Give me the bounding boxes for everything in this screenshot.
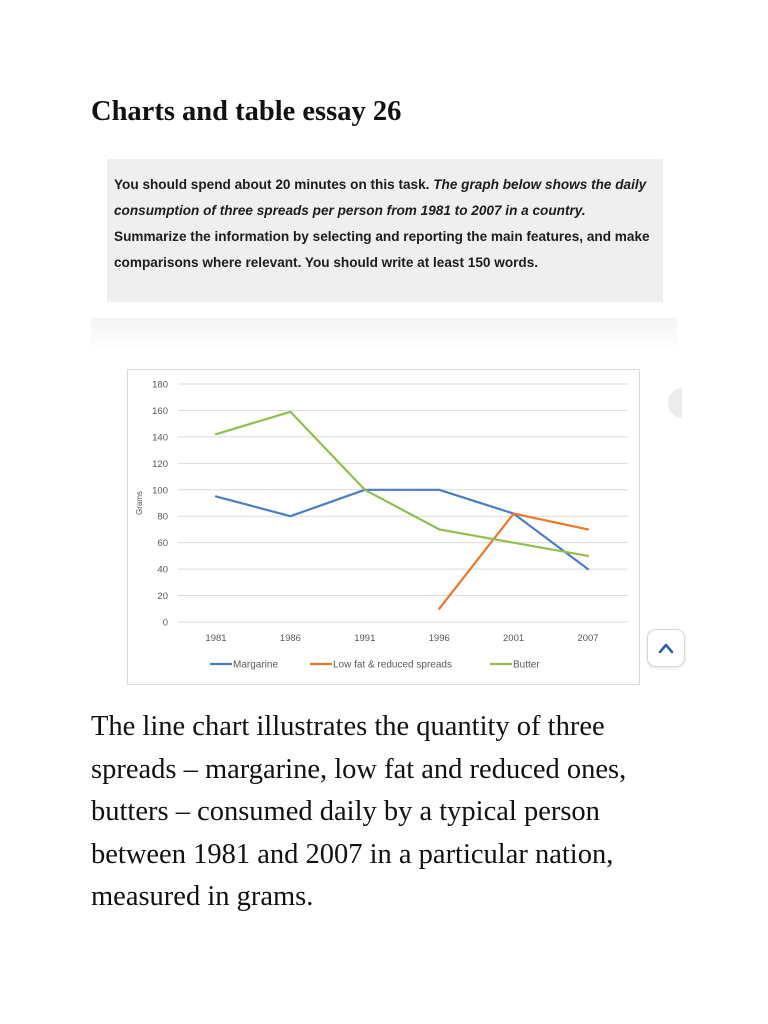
task-emphasis-text: The graph below shows the daily consumption of three spreads per person from 1981 to 2007 in a country.	[114, 177, 647, 218]
side-scroll-handle[interactable]	[668, 388, 682, 418]
task-prompt-box	[107, 159, 663, 302]
scroll-to-top-button[interactable]	[647, 629, 685, 667]
chevron-up-icon	[658, 642, 674, 654]
y-tick-label: 180	[152, 379, 168, 391]
series-line-low-fat-reduced-spreads	[439, 514, 588, 609]
y-tick-label: 0	[162, 617, 168, 629]
y-tick-label: 160	[152, 405, 168, 417]
series-line-butter	[216, 412, 588, 556]
line-chart-frame	[127, 369, 640, 685]
y-tick-label: 140	[152, 432, 168, 444]
legend-label: Low fat & reduced spreads	[333, 659, 452, 671]
x-tick-label: 2007	[577, 633, 599, 644]
task-intro-text: You should spend about 20 minutes on this task.	[114, 177, 434, 192]
x-tick-label: 1996	[428, 633, 450, 644]
line-chart	[128, 370, 639, 684]
y-tick-label: 40	[157, 564, 168, 576]
y-tick-label: 120	[152, 458, 168, 470]
y-axis-label: Grams	[135, 491, 144, 515]
y-tick-label: 100	[152, 485, 168, 497]
y-tick-label: 60	[157, 538, 168, 550]
legend-label: Margarine	[233, 659, 279, 671]
task-instructions-text: Summarize the information by selecting and reporting the main features, and make comparisons where relevant. You should write at least 150 words.	[114, 229, 650, 270]
x-tick-label: 2001	[503, 633, 525, 644]
x-tick-label: 1981	[205, 633, 227, 644]
legend-label: Butter	[513, 659, 540, 671]
essay-paragraph: The line chart illustrates the quantity of three spreads – margarine, low fat and reduced ones, butters – consumed daily by a typical person between 1981 and 2007 in a particular nation, measured in grams.	[91, 711, 627, 912]
series-line-margarine	[216, 490, 588, 569]
page-title: Charts and table essay 26	[91, 96, 402, 127]
section-divider	[91, 318, 677, 350]
x-tick-label: 1991	[354, 633, 376, 644]
x-tick-label: 1986	[279, 633, 301, 644]
y-tick-label: 20	[157, 591, 168, 603]
y-tick-label: 80	[157, 511, 168, 523]
